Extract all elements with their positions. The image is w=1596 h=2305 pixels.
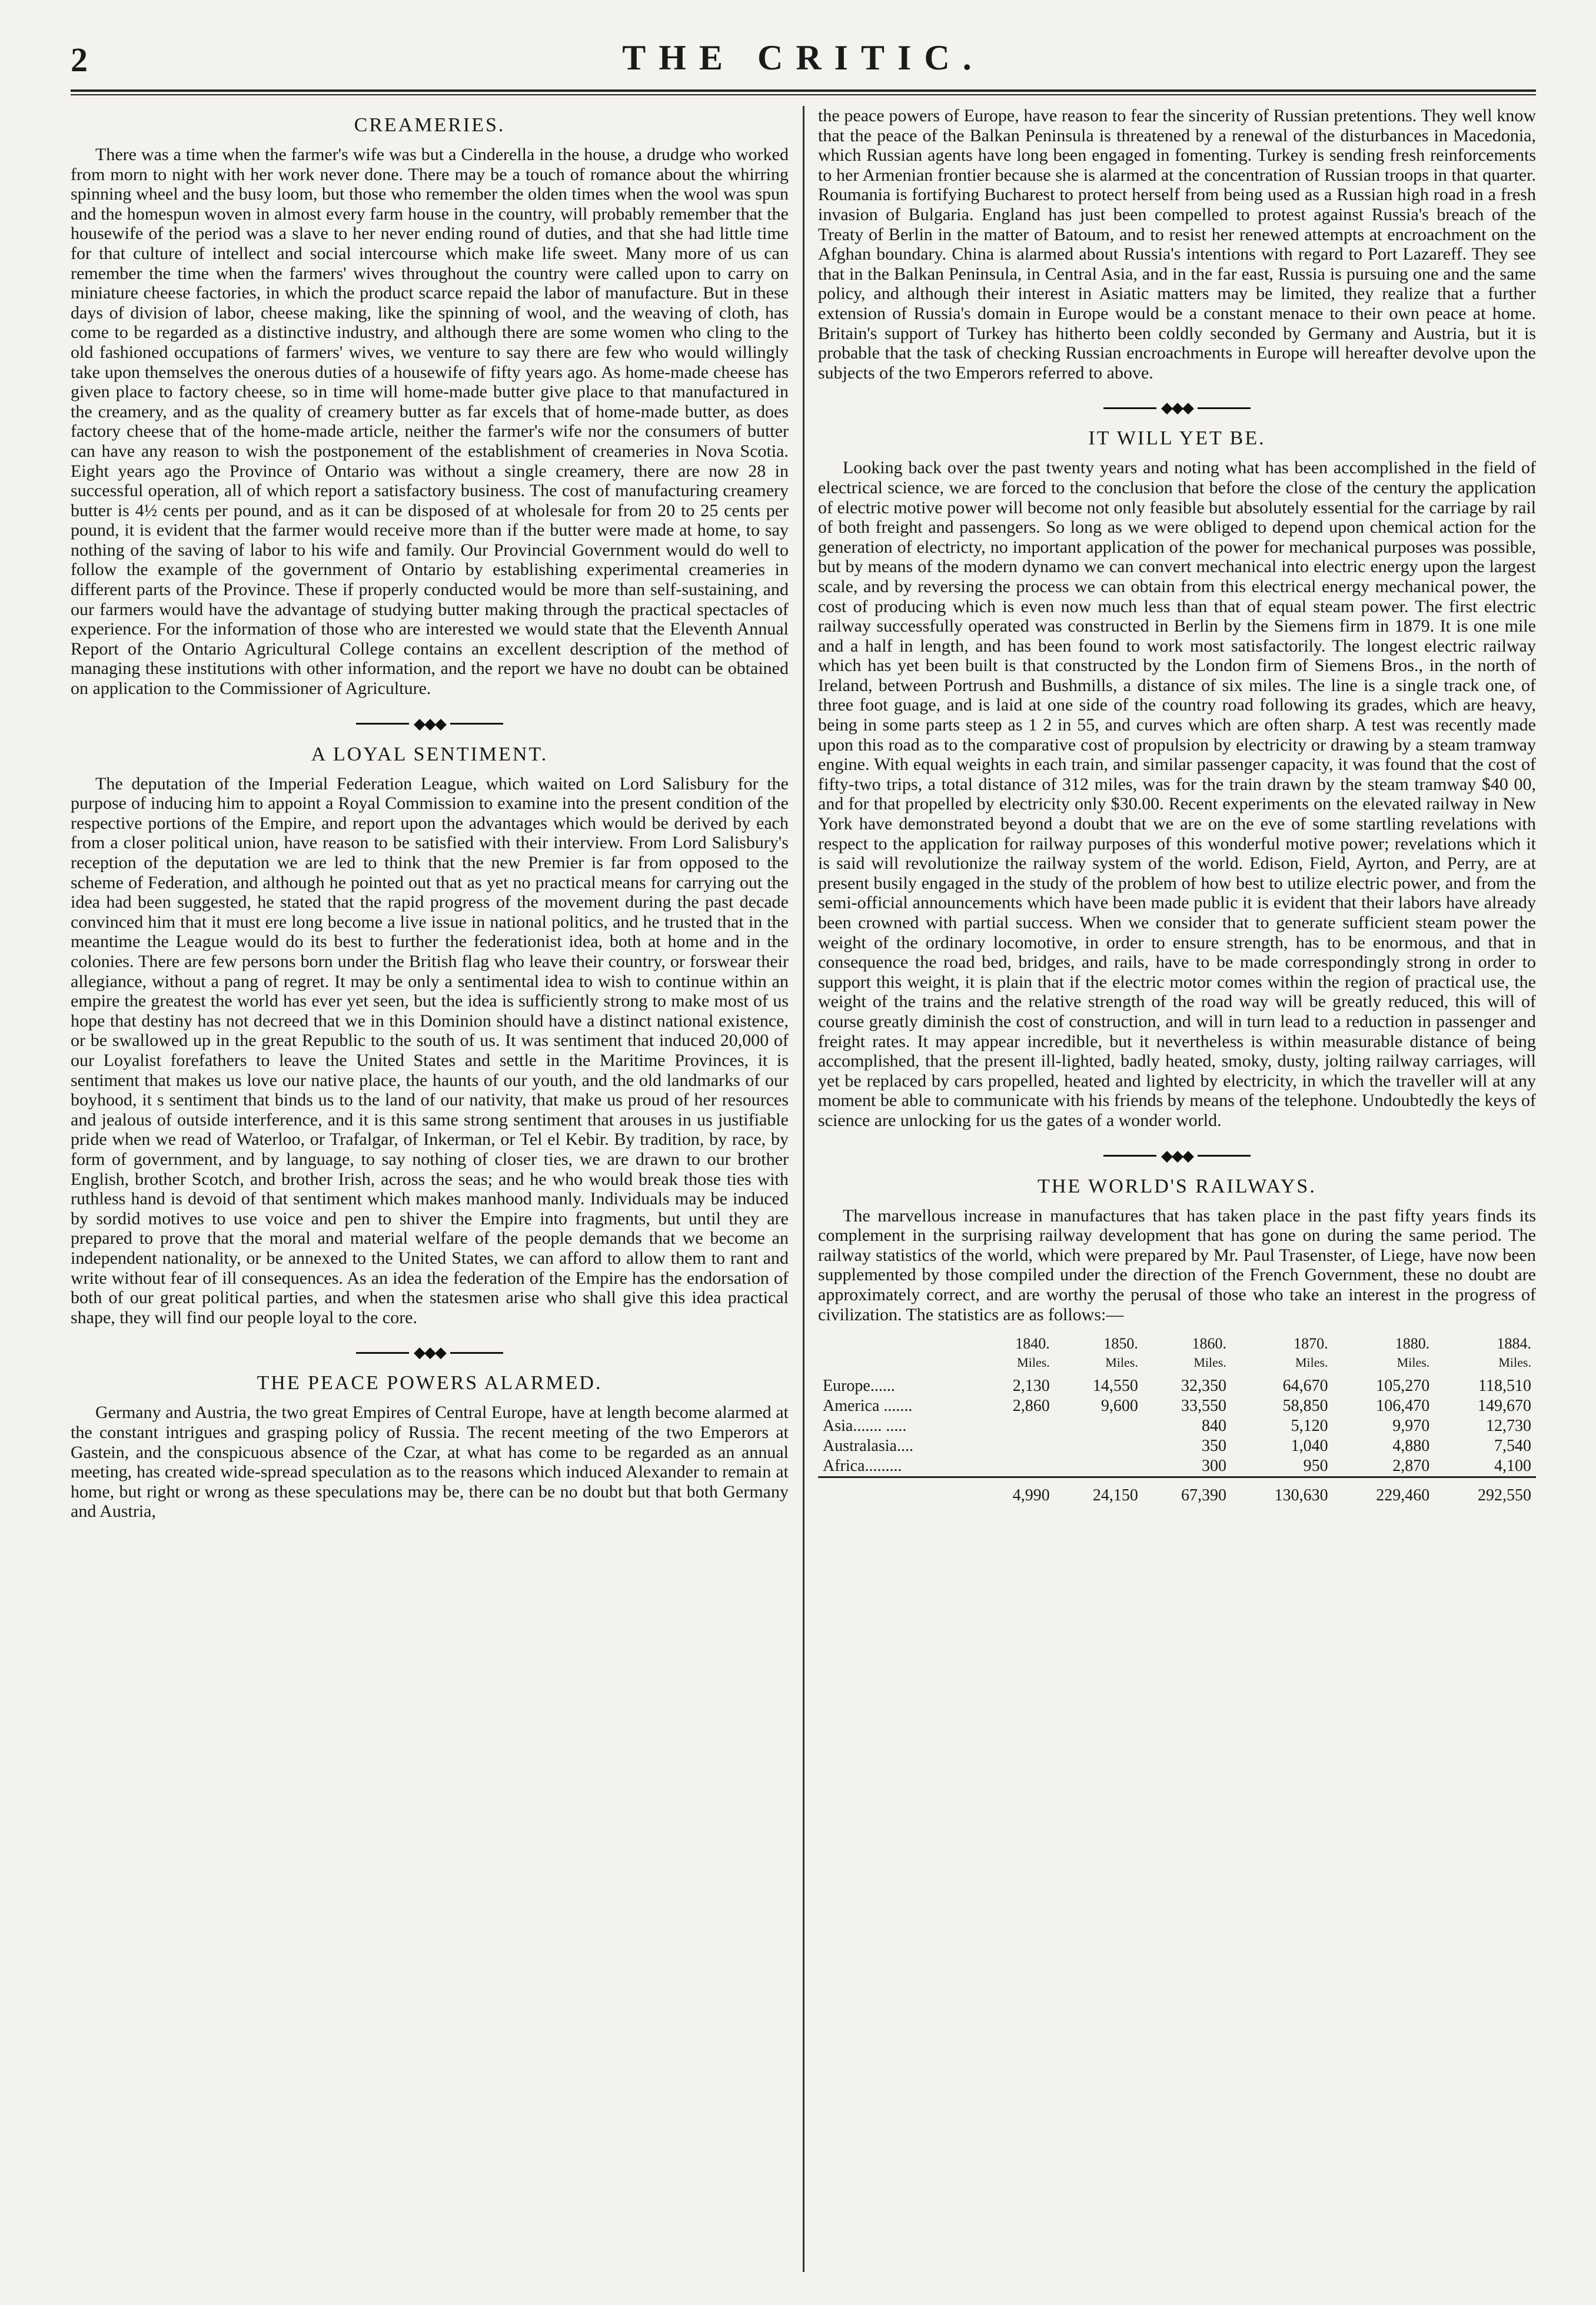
total-cell: 67,390 xyxy=(1143,1477,1231,1506)
article-loyal-sentiment xyxy=(71,743,789,1328)
table-cell: 2,130 xyxy=(1012,1377,1050,1396)
right-column xyxy=(818,106,1536,2272)
article-title: A LOYAL SENTIMENT. xyxy=(311,743,548,765)
table-cell: 5,120 xyxy=(1291,1417,1328,1436)
table-cell xyxy=(1055,1436,1143,1456)
article-paragraph: There was a time when the farmer's wife was but a Cinderella in the house, a drudge who worked from morn to night with her work never done. There may be a touch of romance about the whirring spinning wheel and the busy loom, but those who remember the olden times when the wool was spun and the homespun woven in almost every farm house in the country, will probably remember that the housewife of the period was a slave to her never ending round of duties, and that she had little time for that culture of intellect and social intercourse which make life sweet. Many more of us can remember the time when the farmers' wives throughout the country were called upon to carry on miniature cheese factories, in which the product scarce repaid the labor of manufacture. But in these days of division of labor, cheese making, like the spinning of wool, and the weaving of cloth, has come to be regarded as a distinctive industry, and although there are some women who cling to the old fashioned occupations of farmers' wives, we venture to say there are few who would willingly take upon themselves the onerous duties of a housewife of fifty years ago. As home-made cheese has given place to factory cheese, so in time will home-made butter give place to that manufactured in the creamery, and as the quality of creamery butter as far excels that of home-made butter, as does factory cheese that of the home-made article, neither the farmer's wife nor the consumers of butter can have any reason to wish the postponement of the establishment of creameries in Nova Scotia. Eight years ago the Province of Ontario was without a single creamery, there are now 28 in successful operation, all of which report a satisfactory business. The cost of manufacturing creamery butter is 4½ cents per pound, and as it can be disposed of at wholesale for from 20 to 25 cents per pound, it is evident that the farmer would receive more than if the butter were made at home, to say nothing of the saving of labor to his wife and family. Our Provincial Government would do well to follow the example of the government of Ontario by establishing experimental creameries in different parts of the Province. These if properly conducted would be more than self-sustaining, and our farmers would have the advantage of studying butter making through the practical spectacles of experience. For the information of those who are interested we would state that the Eleventh Annual Report of the Ontario Agricultural College contains an excellent description of the method of managing these institutions with other information, and the report we have no doubt can be obtained on application to the Commissioner of Agriculture. xyxy=(71,145,789,699)
page-number: 2 xyxy=(71,41,88,79)
table-cell: 33,550 xyxy=(1181,1397,1226,1416)
section-divider: ◆◆◆ xyxy=(818,1146,1536,1165)
column-header: 1850. xyxy=(1103,1335,1138,1353)
table-cell: 9,600 xyxy=(1100,1397,1138,1416)
column-header: 1840. xyxy=(1015,1335,1050,1353)
article-paragraph: The deputation of the Imperial Federation League, which waited on Lord Salisbury for the purpose of inducing him to appoint a Royal Commission to examine into the present condition of the respective portions of the Empire, and report upon the advantages which would be derived by each from a closer political union, have reason to be satisfied with their interview. From Lord Salisbury's reception of the deputation we are led to think that the new Premier is far from opposed to the scheme of Federation, and although he pointed out that as yet no practical means for carrying out the idea had been suggested, he stated that the rapid progress of the movement during the past decade convinced him that it must ere long become a live issue in national politics, and he trusted that in the meantime the League would do its best to further the federationist idea, both at home and in the colonies. There are few persons born under the British flag who leave their country, or forswear their allegiance, without a pang of regret. It may be only a sentimental idea to wish to continue within an empire the greatest the world has ever yet seen, but the idea is sufficiently strong to make most of us hope that destiny has not decreed that we in this Dominion should have a distinct national existence, or be swallowed up in the great Republic to the south of us. It was sentiment that induced 20,000 of our Loyalist forefathers to leave the United States and settle in the Maritime Provinces, it is sentiment that makes us love our native place, the haunts of our youth, and the old landmarks of our boyhood, it s sentiment that binds us to the land of our nativity, that make us proud of her resources and jealous of outside interference, and it is this same strong sentiment that arouses in us justifiable pride when we read of Waterloo, or Trafalgar, of Inkerman, or Tel el Kebir. By tradition, by race, by form of government, and by language, to say nothing of closer ties, we are drawn to our brother English, brother Scotch, and brother Irish, across the seas; and he who would break those ties with ruthless hand is devoid of that sentiment which makes manhood manly. Individuals may be induced by sordid motives to use voice and pen to shiver the Empire into fragments, but until they are prepared to prove that the moral and material welfare of the people demands that we become an independent nationality, or be annexed to the United States, we can afford to allow them to rant and write without fear of ill consequences. As an idea the federation of the Empire has the endorsation of both of our great political parties, and when the statesmen arise who shall give this idea practical shape, they will find our people loyal to the core. xyxy=(71,773,789,1327)
section-divider: ◆◆◆ xyxy=(71,1343,789,1361)
table-row xyxy=(818,1436,1536,1456)
table-row xyxy=(818,1456,1536,1477)
article-creameries xyxy=(71,114,789,699)
article-paragraph: Looking back over the past twenty years and noting what has been accomplished in the field of electrical science, we are forced to the conclusion that before the close of the century the application of electric motive power will become not only feasible but absolutely essential for the carriage by rail of both freight and passengers. So long as we were obliged to depend upon chemical action for the generation of electricty, no important application of the power for mechanical purposes was possible, but by means of the modern dynamo we can convert mechanical into electric energy upon the largest scale, and by reversing the process we can obtain from this electrical energy mechanical power, the cost of producing which is even now much less than that of equal steam power. The first electric railway successfully operated was constructed in Berlin by the Siemens firm in 1879. It is one mile and a half in length, and has been found to work most satisfactorily. The longest electric railway which has yet been built is that constructed by the London firm of Siemens Bros., in the north of Ireland, between Portrush and Bushmills, a distance of six miles. The line is a single track one, of three foot guage, and is laid at one side of the country road following its grades, which are heavy, being in some parts steep as 1 2 in 55, and curves which are often sharp. A test was recently made upon this road as to the comparative cost of propulsion by electricity or drawing by a steam tramway engine. With equal weights in each train, and similar passenger capacity, it was found that the cost of fifty-two trips, a total distance of 312 miles, was for the train drawn by the steam tramway $40 00, and for that propelled by electricity only $30.00. Recent experiments on the elevated railway in New York have demonstrated beyond a doubt that we are on the eve of some startling revelations with respect to the application for railway purposes of this wonderful motive power; revelations which it is said will revolutionize the railway system of the world. Edison, Field, Ayrton, and Perry, are at present busily engaged in the study of the problem of how best to utilize electric power, and from the semi-official announcements which have been made public it is evident that their labors have already been crowned with partial success. When we consider that to generate sufficient steam power the weight of the ordinary locomotive, in order to ensure strength, has to be enormous, and that in consequence the road bed, bridges, and rails, have to be made correspondingly strong in order to support this weight, it is plain that if the electric motor comes within the region of practical use, the weight of the trains and the relative strength of the road way will be greatly reduced, this will of course greatly diminish the cost of construction, and will in turn lead to a reduction in passenger and freight rates. It may appear incredible, but it nevertheless is within measurable distance of being accomplished, that the present ill-lighted, badly heated, smoky, dusty, jolting railway carriages, will yet be replaced by cars propelled, heated and lighted by electricity, in which the traveller will at any moment be able to communicate with his friends by means of the telephone. Undoubtedly the keys of science are unlocking for us the gates of a wonder world. xyxy=(818,458,1536,1130)
article-title: IT WILL YET BE. xyxy=(1088,427,1266,450)
total-cell: 292,550 xyxy=(1434,1477,1536,1506)
unit-header: Miles. xyxy=(1295,1355,1328,1370)
newspaper-page xyxy=(71,35,1536,2272)
table-totals-row xyxy=(818,1477,1536,1506)
table-cell: 950 xyxy=(1303,1457,1328,1476)
table-cell: 14,550 xyxy=(1092,1377,1138,1396)
table-cell: 12,730 xyxy=(1486,1417,1531,1436)
table-cell: 4,880 xyxy=(1392,1437,1430,1456)
region-label: Asia....... ..... xyxy=(823,1417,907,1436)
table-cell: 58,850 xyxy=(1282,1397,1328,1416)
table-corner xyxy=(818,1334,979,1354)
table-cell: 64,670 xyxy=(1282,1377,1328,1396)
table-cell: 149,670 xyxy=(1478,1397,1531,1416)
unit-header: Miles. xyxy=(1193,1355,1226,1370)
table-cell: 106,470 xyxy=(1376,1397,1430,1416)
column-header: 1870. xyxy=(1294,1335,1328,1353)
total-cell: 229,460 xyxy=(1333,1477,1435,1506)
region-label: Australasia.... xyxy=(823,1437,913,1456)
total-cell: 130,630 xyxy=(1231,1477,1333,1506)
column-header: 1880. xyxy=(1395,1335,1430,1353)
table-cell: 9,970 xyxy=(1392,1417,1430,1436)
table-row xyxy=(818,1396,1536,1416)
article-paragraph: Germany and Austria, the two great Empires of Central Europe, have at length become alarmed at the constant intrigues and grasping policy of Russia. The recent meeting of the two Emperors at Gastein, and the conspicuous absence of the Czar, at what has come to be regarded as an annual meeting, has created wide-spread speculation as to the reasons which induced Alexander to remain at home, but right or wrong as these speculations may be, there can be no doubt but that both Germany and Austria, xyxy=(71,1403,789,1522)
region-label: Europe...... xyxy=(823,1377,895,1396)
table-cell xyxy=(979,1416,1054,1436)
table-cell: 7,540 xyxy=(1494,1437,1531,1456)
table-cell: 840 xyxy=(1201,1417,1226,1436)
column-rule xyxy=(803,106,804,2272)
table-cell: 2,870 xyxy=(1392,1457,1430,1476)
article-title: THE WORLD'S RAILWAYS. xyxy=(1038,1175,1316,1197)
table-header-years xyxy=(818,1334,1536,1354)
region-label: America ....... xyxy=(823,1397,913,1416)
section-divider: ◆◆◆ xyxy=(818,398,1536,417)
table-cell: 300 xyxy=(1201,1457,1226,1476)
table-cell xyxy=(979,1456,1054,1477)
table-row xyxy=(818,1416,1536,1436)
column-header: 1884. xyxy=(1497,1335,1531,1353)
unit-header: Miles. xyxy=(1105,1355,1138,1370)
column-header: 1860. xyxy=(1192,1335,1226,1353)
table-cell: 4,100 xyxy=(1494,1457,1531,1476)
region-label: Africa......... xyxy=(823,1457,902,1476)
article-peace-powers-continued xyxy=(818,106,1536,383)
table-cell xyxy=(979,1436,1054,1456)
table-row xyxy=(818,1376,1536,1396)
article-peace-powers xyxy=(71,1372,789,1522)
article-it-will-yet-be xyxy=(818,427,1536,1130)
section-divider: ◆◆◆ xyxy=(71,714,789,733)
table-header-units xyxy=(818,1354,1536,1376)
table-cell: 2,860 xyxy=(1012,1397,1050,1416)
left-column xyxy=(71,106,789,2272)
article-worlds-railways xyxy=(818,1175,1536,1506)
table-cell: 118,510 xyxy=(1478,1377,1531,1396)
article-title: CREAMERIES. xyxy=(354,114,506,136)
header-rule-thin xyxy=(71,94,1536,95)
total-cell: 24,150 xyxy=(1055,1477,1143,1506)
article-paragraph: The marvellous increase in manufactures that has taken place in the past fifty years finds its complement in the surprising railway development that has gone on during the same period. The railway statistics of the world, which were prepared by Mr. Paul Trasenster, of Liege, have now been supplemented by those compiled under the direction of the French Government, these no doubt are approximately correct, and are worthy the perusal of those who take an interest in the progress of civilization. The statistics are as follows:— xyxy=(818,1205,1536,1324)
page-header xyxy=(71,35,1536,81)
unit-header: Miles. xyxy=(1396,1355,1430,1370)
table-cell: 350 xyxy=(1201,1437,1226,1456)
header-rule xyxy=(71,89,1536,92)
table-corner xyxy=(818,1354,979,1376)
table-cell xyxy=(1055,1456,1143,1477)
table-cell xyxy=(1055,1416,1143,1436)
totals-label xyxy=(818,1477,979,1506)
table-cell: 1,040 xyxy=(1291,1437,1328,1456)
unit-header: Miles. xyxy=(1498,1355,1531,1370)
table-cell: 32,350 xyxy=(1181,1377,1226,1396)
railway-statistics-table xyxy=(818,1334,1536,1506)
masthead: THE CRITIC. xyxy=(622,38,985,77)
total-cell: 4,990 xyxy=(979,1477,1054,1506)
columns xyxy=(71,106,1536,2272)
article-paragraph: the peace powers of Europe, have reason to fear the sincerity of Russian pretentions. They well know that the peace of the Balkan Peninsula is threatened by a renewal of the disturbances in Macedonia, which Russian agents have long been engaged in fomenting. Turkey is sending fresh reinforcements to her Armenian frontier because she is alarmed at the concentration of Russian troops in that quarter. Roumania is fortifying Bucharest to protect herself from being used as a Russian high road in a fresh invasion of Bulgaria. England has just been compelled to protest against Russia's breach of the Treaty of Berlin in the matter of Batoum, and to resist her renewed attempts at encroachment on the Afghan boundary. China is alarmed about Russia's intentions with regard to Port Lazareff. They see that in the Balkan Peninsula, in Central Asia, and in the far east, Russia is pursuing one and the same policy, and although their interest in Asiatic matters may be limited, they realize that a further extension of Russia's domain in Europe would be a constant menace to their own peace at home. Britain's support of Turkey has hitherto been coldly seconded by Germany and Austria, but it is probable that the task of checking Russian encroachments in Europe will hereafter devolve upon the subjects of the two Emperors referred to above. xyxy=(818,106,1536,383)
table-cell: 105,270 xyxy=(1376,1377,1430,1396)
article-title: THE PEACE POWERS ALARMED. xyxy=(257,1372,603,1394)
unit-header: Miles. xyxy=(1017,1355,1050,1370)
